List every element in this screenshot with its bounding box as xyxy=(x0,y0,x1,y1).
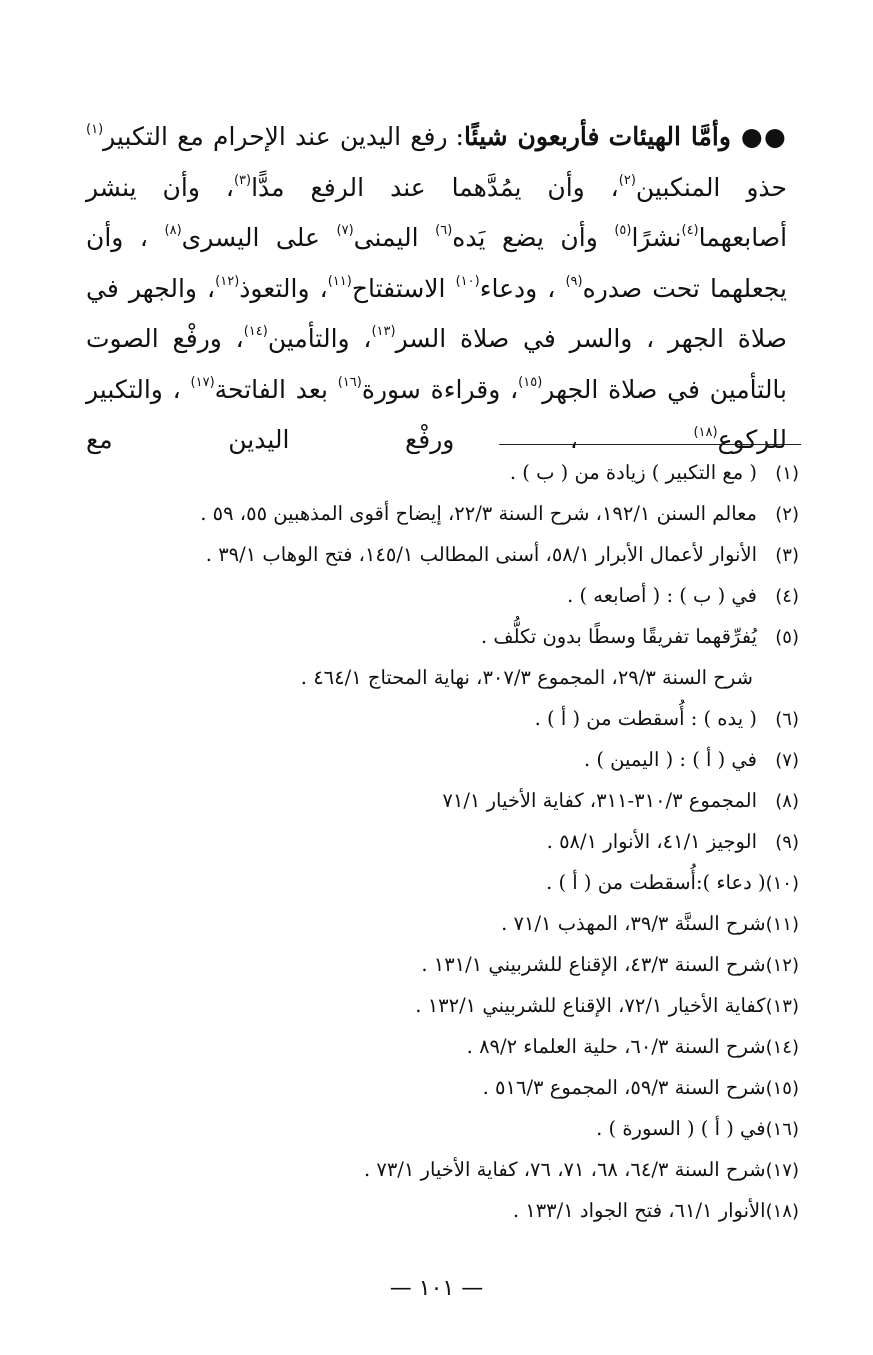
footnote-item xyxy=(40,1026,799,1067)
section-lead: ●● وأمَّا الهيئات xyxy=(608,122,787,151)
footnote-text: يُفرِّقهما تفريقًا وسطًا بدون تكلُّف . xyxy=(481,625,757,648)
footnote-item xyxy=(40,1067,799,1108)
footnote-ref: (٦) xyxy=(435,223,453,238)
footnote-item xyxy=(40,534,799,575)
footnote-text: معالم السنن ١٩٢/١، شرح السنة ٢٢/٣، إيضاح أقوى المذهبين ٥٥، ٥٩ . xyxy=(200,502,757,525)
footnote-item xyxy=(40,698,799,739)
footnote-number: (٧) xyxy=(775,750,799,771)
text-run: صلاة السر xyxy=(395,324,510,353)
footnote-ref: (١٠) xyxy=(455,273,480,289)
footnote-text: في ( أ ) ( السورة ) . xyxy=(596,1117,766,1140)
footnote-text: في ( أ ) : ( اليمين ) . xyxy=(583,748,757,771)
footnote-text: ( دعاء ):أُسقطت من ( أ ) . xyxy=(546,871,766,894)
footnote-text: شرح السنة ٤٣/٣، الإقناع للشربيني ١٣١/١ . xyxy=(421,953,766,976)
footnote-ref: (١٣) xyxy=(371,324,396,339)
footnote-number: (٦) xyxy=(775,709,799,730)
footnote-item xyxy=(40,780,799,821)
footnote-number: (١) xyxy=(775,463,799,484)
footnote-text: ( مع التكبير ) زيادة من ( ب ) . xyxy=(509,461,757,484)
footnote-number: (١٦) xyxy=(765,1119,799,1140)
text-run: اليمنى xyxy=(353,223,419,252)
footnote-ref: (٣) xyxy=(233,172,252,188)
footnote-ref: (١١) xyxy=(327,273,352,289)
text-run: حذو المنكبين xyxy=(635,172,787,202)
text-run: بعد الفاتحة xyxy=(214,374,328,404)
footnote-text: شرح السنة ٦٠/٣، حلية العلماء ٨٩/٢ . xyxy=(466,1035,766,1058)
footnote-number: (١٥) xyxy=(765,1078,799,1099)
footnote-number: (٣) xyxy=(775,545,799,566)
footnote-text: شرح السنة ٥٩/٣، المجموع ٥١٦/٣ . xyxy=(482,1076,766,1099)
footnote-item xyxy=(40,944,799,985)
text-run: ودعاء xyxy=(479,273,538,303)
text-run: : رفع اليدين عند الإحرام مع التكبير xyxy=(103,122,464,151)
footnote-item xyxy=(40,452,799,493)
footnote-item xyxy=(40,739,799,780)
footnote-ref: (٤) xyxy=(681,223,699,238)
footnote-text: شرح السنة ٢٩/٣، المجموع ٣٠٧/٣، نهاية المحتاج ٤٦٤/١ . xyxy=(300,666,753,689)
footnote-item xyxy=(40,616,799,657)
text-run: ، ورفْع الصوت بالتأمين في صلاة الجهر xyxy=(86,324,788,404)
footnote-number: (٩) xyxy=(775,832,799,853)
footnote-text: ( يده ) : أُسقطت من ( أ ) . xyxy=(534,707,757,730)
footnote-ref: (١٧) xyxy=(190,374,215,390)
footnote-ref: (٨) xyxy=(164,223,182,238)
footnote-item xyxy=(40,1190,799,1231)
footnote-ref: (١٥) xyxy=(518,374,543,390)
footnote-ref: (١) xyxy=(86,122,104,137)
text-run: نشرًا xyxy=(631,223,682,252)
footnote-number: (١٨) xyxy=(765,1201,799,1222)
footnote-ref: (١٤) xyxy=(243,324,268,339)
text-run: وأن يضع يَده xyxy=(452,223,598,252)
footnote-ref: (١٨) xyxy=(693,425,718,440)
footnote-item xyxy=(40,1108,799,1149)
page-number: — ١٠١ — xyxy=(389,1276,484,1301)
text-run: ، والتأمين xyxy=(267,324,372,353)
footnote-item xyxy=(40,493,799,534)
footnote-item xyxy=(40,985,799,1026)
footnote-item xyxy=(40,575,799,616)
text-run: ، والجهر في صلاة الجهر ، والسر في xyxy=(86,273,787,353)
footnote-number: (١١) xyxy=(765,914,799,935)
footnote-number: (٢) xyxy=(775,504,799,525)
footnote-number: (٥) xyxy=(775,627,799,648)
footnote-ref: (١٢) xyxy=(215,273,240,289)
text-run: ، ورفْع اليدين مع xyxy=(86,425,578,454)
footnotes-list xyxy=(40,452,799,1231)
text-run: ، والتكبير للركوع xyxy=(86,374,787,454)
footnote-text: المجموع ٣١٠/٣-٣١١، كفاية الأخيار ٧١/١ xyxy=(442,789,757,812)
text-run: ، xyxy=(547,273,556,303)
text-run: ، وأن ينشر أصابعهما xyxy=(86,172,788,252)
footnote-text: شرح السنة ٦٤/٣، ٦٨، ٧١، ٧٦، كفاية الأخيار ٧٣/١ . xyxy=(363,1158,766,1181)
footnote-text: الأنوار لأعمال الأبرار ٥٨/١، أسنى المطالب ١٤٥/١، فتح الوهاب ٣٩/١ . xyxy=(205,543,757,566)
text-run: ، وأن يجعلهما تحت صدره xyxy=(86,223,787,303)
main-paragraph xyxy=(86,112,787,466)
footnote-number: (١٤) xyxy=(765,1037,799,1058)
footnote-item xyxy=(40,821,799,862)
footnote-text: كفاية الأخيار ٧٢/١، الإقناع للشربيني ١٣٢/١ . xyxy=(415,994,766,1017)
text-run: الاستفتاح xyxy=(351,273,446,303)
bold-phrase: فأربعون شيئًا xyxy=(463,122,600,151)
footnote-text: الأنوار ٦١/١، فتح الجواد ١٣٣/١ . xyxy=(512,1199,766,1222)
text-run: ، والتعوذ xyxy=(239,273,328,303)
text-run: على اليسرى xyxy=(181,223,320,252)
text-run: ، وأن يمُدَّهما عند الرفع مدًّا xyxy=(251,172,619,202)
footnote-number: (٨) xyxy=(775,791,799,812)
footnote-ref: (١٦) xyxy=(337,374,362,390)
footnote-number: (١٧) xyxy=(765,1160,799,1181)
footnote-text: شرح السنَّة ٣٩/٣، المهذب ٧١/١ . xyxy=(501,912,766,935)
footnote-ref: (٢) xyxy=(618,172,636,188)
footnote-ref: (٩) xyxy=(565,273,583,289)
footnote-number: (٤) xyxy=(775,586,799,607)
footnote-number: (١٠) xyxy=(765,873,799,894)
footnote-item xyxy=(40,903,799,944)
footnote-number: (١٢) xyxy=(765,955,799,976)
footnote-text: في ( ب ) : ( أصابعه ) . xyxy=(567,584,757,607)
footnote-ref: (٧) xyxy=(336,223,354,238)
footnote-ref: (٥) xyxy=(614,223,632,238)
footnote-item xyxy=(40,862,799,903)
text-run: ، xyxy=(510,374,519,404)
footnote-text: الوجيز ٤١/١، الأنوار ٥٨/١ . xyxy=(546,830,757,853)
footnote-item xyxy=(40,1149,799,1190)
footnote-number: (١٣) xyxy=(765,996,799,1017)
text-run: وقراءة سورة xyxy=(361,374,501,404)
footnote-divider xyxy=(499,444,801,445)
footnote-continuation xyxy=(40,657,799,698)
